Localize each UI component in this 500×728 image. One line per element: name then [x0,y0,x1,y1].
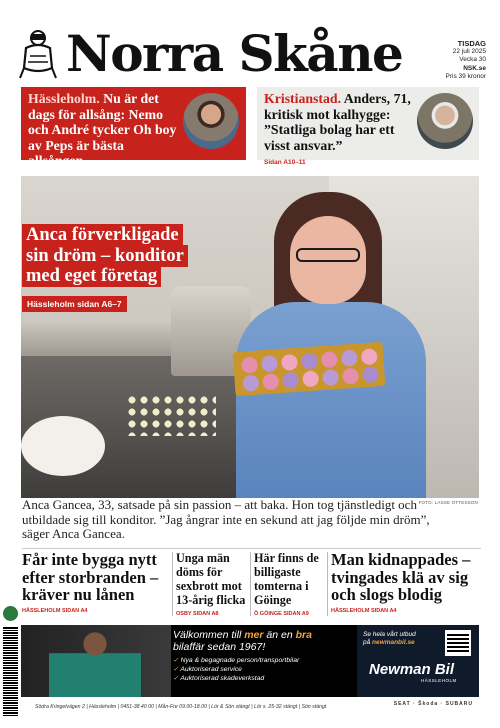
teaser-kalhygge[interactable] [257,87,479,166]
ad-website-link[interactable]: newmanbil.se [372,639,415,646]
issue-date: 22 juli 2025 [452,48,486,56]
story-kidnappning[interactable] [331,551,481,614]
lead-page-ref: Hässleholm sidan A6–7 [22,296,127,312]
photo-plate [21,416,105,476]
website-link[interactable]: NSK.se [463,64,486,72]
story-sexbrott[interactable] [176,551,248,617]
ad-bullet-list [173,656,351,683]
ad-bullet: ✓ Auktoriserad service [173,665,351,674]
lead-headline-line: med eget företag [22,265,161,287]
teaser-page-ref: Sidan A10–11 [264,159,306,166]
ad-see-text: på [363,639,373,646]
ad-see-text: Se hela vårt utbud [363,631,416,638]
teaser-location: Kristianstad. [264,91,342,106]
lead-headline-line: Anca förverkligade [22,224,183,246]
mascot-logo-icon [16,28,60,80]
photo-baker [226,192,426,498]
divider [22,548,481,549]
ad-footer [21,697,479,718]
teaser-text [264,91,414,171]
story-page-ref: HÄSSLEHOLM SIDAN A4 [331,607,397,614]
story-headline: Får inte bygga nytt efter storbranden – kräver nu lånen [22,550,159,605]
ad-title-text: än en [263,629,296,641]
ad-bullet: ✓ Nya & begagnade person/transportbilar [173,656,351,665]
lead-headline[interactable] [22,225,188,287]
divider [327,552,328,616]
divider [172,552,173,616]
ad-message [173,629,351,683]
ad-title-text: bilaffär sedan 1967! [173,641,266,653]
qr-code-icon[interactable] [445,630,471,656]
teaser-body: Nu är det dags för allsång: Nemo och André tycker Oh boy av Peps är bästa allsången. [28,91,177,168]
teaser-body: Anders, 71, kritisk mot kalhygge: ”Statliga bolag har ett visst ansvar.” [264,91,411,153]
teaser-location: Hässleholm. [28,91,100,106]
ecolabel-icon [3,606,18,621]
ad-bullet: ✓ Auktoriserad skadeverkstad [173,674,351,683]
ad-brand-location: HÄSSLEHOLM [421,678,457,683]
photo-pastries [126,394,216,436]
story-headline: Här finns de billigaste tomterna i Göinge [254,551,319,607]
lead-headline-line: sin dröm – konditor [22,245,188,267]
story-page-ref: OSBY SIDAN A8 [176,611,219,617]
ad-brand-panel [357,625,479,697]
story-page-ref: Ö GÖINGE SIDAN A9 [254,611,309,617]
masthead [16,26,486,86]
lead-caption: Anca Gancea, 33, satsade på sin passion – att baka. Hon tog tjänstledigt och utbildade sig till konditor. ”Jag ångrar inte en sekund att jag följde min dröm”, säger Anca Gancea. [22,497,430,542]
issue-price: Pris 39 kronor [445,72,486,80]
newspaper-title: Norra Skåne [66,24,403,83]
photo-credit: FOTO: LASSE OTTESSON [418,500,478,505]
ad-title [173,629,351,653]
ad-brand-name: Newman Bil [369,661,455,678]
story-headline: Man kidnappades – tvingades klä av sig och slogs blodig [331,550,471,605]
ad-contact-info: Södra Kringelvägen 2 | Hässleholm | 0451-38 40 00 | Mån-Fre 09.00-18.00 | Lör & Sön stängt | Lör s. 25-32 stängt | Sön stängt [35,704,327,710]
newman-bil-ad[interactable] [21,625,479,718]
issue-info [446,40,486,81]
ad-website-prompt [363,631,416,647]
story-tomter[interactable] [254,551,324,617]
story-storbranden[interactable] [22,551,170,614]
ad-title-text: Välkommen till [173,629,245,641]
divider [250,552,251,616]
barcode-icon [3,626,18,716]
ad-photo-person [49,629,141,697]
teaser-photo [417,93,473,149]
issue-week: Vecka 30 [459,56,486,64]
story-page-ref: HÄSSLEHOLM SIDAN A4 [22,607,88,614]
teaser-photo [183,93,239,149]
teaser-text [28,91,178,186]
issue-day: TISDAG [457,39,486,48]
story-headline: Unga män döms för sexbrott mot 13-årig flicka [176,551,246,607]
ad-title-highlight: bra [295,629,312,641]
ad-brand-logos: SEAT · Škoda · SUBARU [393,701,473,707]
teaser-allsang[interactable] [21,87,246,168]
ad-title-highlight: mer [244,629,264,641]
